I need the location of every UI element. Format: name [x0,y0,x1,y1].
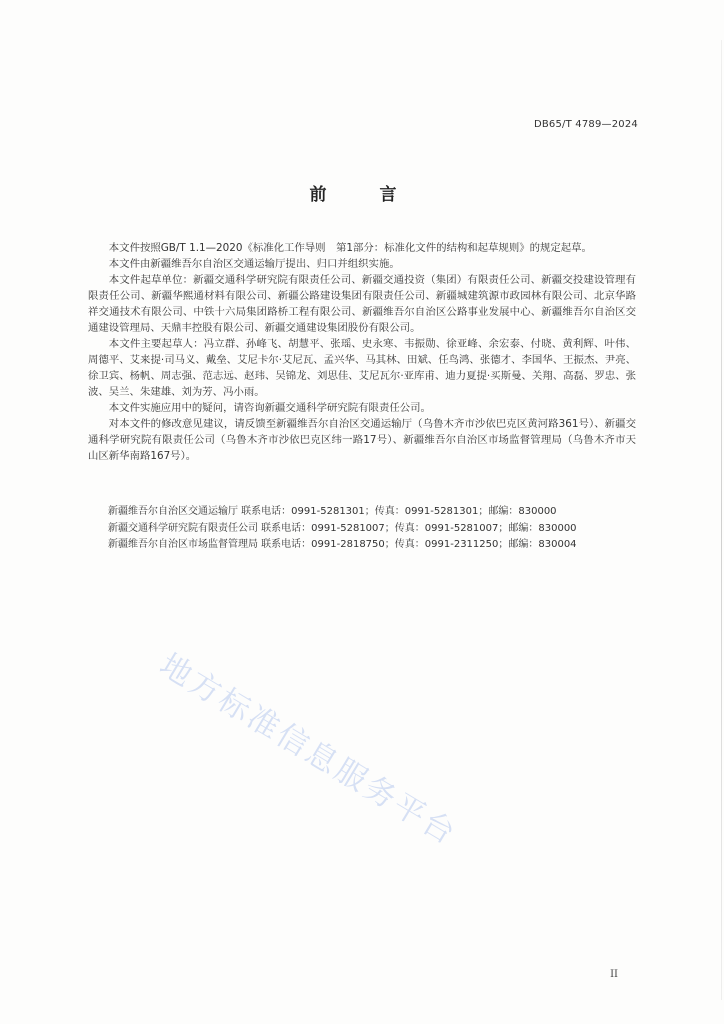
contact-list [88,504,648,554]
page-number: II [610,969,618,980]
foreword-heading: 前 言 [309,185,415,205]
watermark: 地方标准信息服务平台 [153,646,464,853]
document-code: DB65/T 4789—2024 [533,119,638,130]
contact-line: 新疆维吾尔自治区交通运输厅 联系电话：0991-5281301；传真：0991-5281301；邮编：830000 [108,506,557,517]
paragraph-proposer: 本文件由新疆维吾尔自治区交通运输厅提出、归口并组织实施。 [108,258,400,270]
paragraph-drafting-rule: 本文件按照GB/T 1.1—2020《标准化工作导则 第1部分：标准化文件的结构和起草规则》的规定起草。 [108,242,592,254]
foreword-body [88,240,636,464]
paragraph-inquiry: 本文件实施应用中的疑问，请咨询新疆交通科学研究院有限责任公司。 [108,402,431,414]
paragraph-drafting-units: 本文件起草单位：新疆交通科学研究院有限责任公司、新疆交通投资（集团）有限责任公司、新疆交投建设管理有限责任公司、新疆华熙通材料有限公司、新疆公路建设集团有限责任公司、新疆城建筑源市政园林有限公司、北京华路祥交通技术有限公司、中铁十六局集团路桥工程有限公司、新疆维吾尔自治区公路事业发展中心、新疆维吾尔自治区交通建设管理局、天鼎丰控股有限公司、新疆交通建设集团股份有限公司。 [88,274,636,334]
paragraph-feedback: 对本文件的修改意见建议，请反馈至新疆维吾尔自治区交通运输厅（乌鲁木齐市沙依巴克区黄河路361号）、新疆交通科学研究院有限责任公司（乌鲁木齐市沙依巴克区纬一路17号）、新疆维吾尔自治区市场监督管理局（乌鲁木齐市天山区新华南路167号）。 [88,418,636,462]
contact-line: 新疆交通科学研究院有限责任公司 联系电话：0991-5281007；传真：0991-5281007；邮编：830000 [108,522,577,534]
paragraph-drafters: 本文件主要起草人：冯立群、孙峰飞、胡慧平、张瑶、史永寒、韦振勋、徐亚峰、余宏泰、付晓、黄利辉、叶伟、周德平、艾来提·司马义、戴垒、艾尼卡尔·艾尼瓦、孟兴华、马其林、田斌、任鸟鸿、张德才、李国华、王振杰、尹亮、徐卫宾、杨帆、周志强、范志远、赵玮、吴锦龙、刘思佳、艾尼瓦尔·亚库甫、迪力夏提·买斯曼、关翔、高磊、罗忠、张波、吴兰、朱建雄、刘为芳、冯小雨。 [88,338,636,398]
contact-line: 新疆维吾尔自治区市场监督管理局 联系电话：0991-2818750；传真：0991-2311250；邮编：830004 [108,539,577,550]
